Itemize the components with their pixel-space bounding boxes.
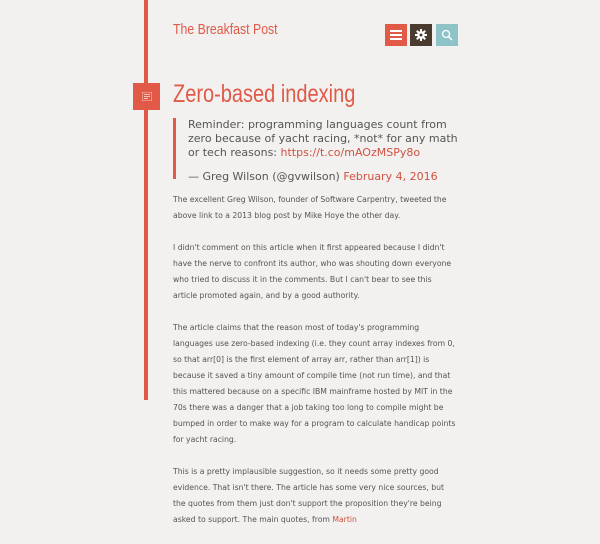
search-icon bbox=[441, 29, 453, 41]
settings-button[interactable] bbox=[410, 24, 432, 46]
quote-date-link[interactable]: February 4, 2016 bbox=[343, 170, 438, 183]
search-button[interactable] bbox=[436, 24, 458, 46]
quote-attribution: — Greg Wilson (@gvwilson) bbox=[188, 170, 340, 183]
paragraph: The article claims that the reason most of today's programming languages use zero-based indexing (i.e. they count array indexes from 0, so that arr[0] is the first element of array arr, rather than arr[1]) is because it saved a tiny amount of compile time (not run time), and that this mattered because on a specific IBM mainframe hosted by MIT in the 70s there was a danger that a job taking too long to compile might be bumped in order to make way for a program to calculate handicap points for yacht racing. bbox=[173, 323, 456, 444]
martin-link[interactable]: Martin bbox=[332, 515, 357, 524]
paragraph: I didn't comment on this article when it first appeared because I didn't have the nerve to confront its author, who was shouting down everyone who tried to discuss it in the comments. But I can't bear to see this article promoted again, and by a good authority. bbox=[173, 243, 452, 300]
paragraph-text: This is a pretty implausible suggestion, so it needs some pretty good evidence. That isn't there. The article has some very nice sources, but the quotes from them just don't support the proposition they're being asked to support. The main quotes, from bbox=[173, 467, 445, 524]
post-title[interactable]: Zero-based indexing bbox=[173, 80, 356, 108]
menu-icon bbox=[390, 30, 402, 40]
post-format-icon bbox=[133, 83, 160, 110]
paragraph: The excellent Greg Wilson, founder of Software Carpentry, tweeted the above link to a 2013 blog post by Mike Hoye the other day. bbox=[173, 195, 447, 220]
timeline-line bbox=[144, 0, 148, 400]
embedded-tweet-quote bbox=[173, 118, 468, 183]
quote-link[interactable]: https://t.co/mAOzMSPy8o bbox=[280, 146, 421, 159]
post-body bbox=[173, 192, 458, 544]
quote-text: Reminder: programming languages count from zero because of yacht racing, *not* for any math or tech reasons: bbox=[188, 118, 458, 159]
site-title[interactable]: The Breakfast Post bbox=[173, 21, 278, 38]
gear-icon bbox=[415, 29, 427, 41]
menu-button[interactable] bbox=[385, 24, 407, 46]
paragraph bbox=[173, 464, 458, 528]
